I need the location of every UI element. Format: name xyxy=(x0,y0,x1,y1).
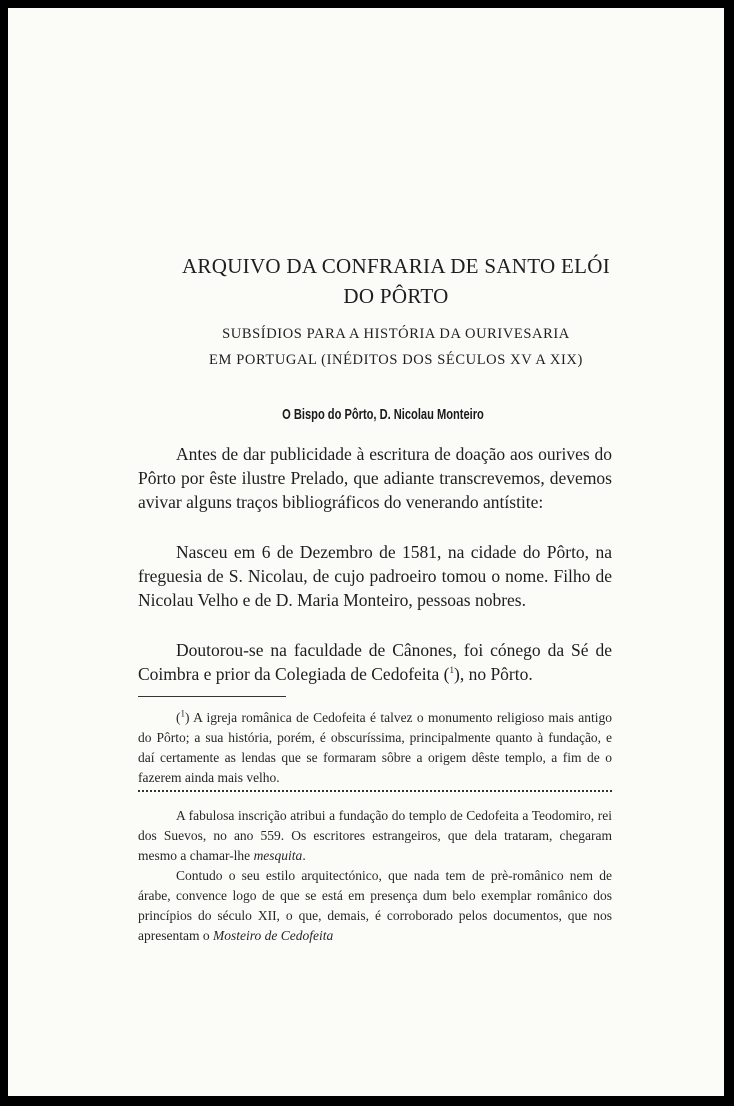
footnote-marker-open: ( xyxy=(176,710,181,725)
dotted-separator xyxy=(138,790,612,796)
footnote-1 xyxy=(138,708,612,788)
footnote-marker: 1 xyxy=(180,708,185,719)
footnote-3-italic: Mosteiro de Cedofeita xyxy=(212,928,334,943)
paragraph-2-text: Nasceu em 6 de Dezembro de 1581, na cidade do Pôrto, na freguesia de S. Nicolau, de cujo padroeiro tomou o nome. Filho de Nicolau Velho e de D. Maria Monteiro, pessoas nobres. xyxy=(138,542,612,610)
paragraph-2 xyxy=(138,540,612,612)
title-line-2: DO PÔRTO xyxy=(343,284,449,308)
paragraph-1-text: Antes de dar publicidade à escritura de doação aos ourives do Pôrto por êste ilustre Prelado, que adiante transcrevemos, devemos avivar alguns traços bibliográficos do venerando antístite: xyxy=(138,444,612,512)
footnote-reference[interactable]: 1 xyxy=(449,665,454,676)
footnote-divider xyxy=(138,696,286,697)
footnote-paragraph-2 xyxy=(138,806,612,866)
footnote-1-text: A igreja românica de Cedofeita é talvez o monumento religioso mais antigo do Pôrto; a sua história, porém, é obscuríssima, principalmente quanto à fundação, e daí certamente as lendas que se formaram sôbre a origem dêste templo, a fim de o fazerem ainda mais velho. xyxy=(138,710,612,785)
footnote-2-end: . xyxy=(302,848,306,863)
paragraph-1 xyxy=(138,442,612,514)
subtitle-line-2: EM PORTUGAL (INÉDITOS DOS SÉCULOS XV A XIX) xyxy=(209,352,583,368)
paragraph-3-text-start: Doutorou-se na faculdade de Cânones, foi cónego da Sé de Coimbra e prior da Colegiada de Cedofeita ( xyxy=(138,640,612,684)
title-line-1: ARQUIVO DA CONFRARIA DE SANTO ELÓI xyxy=(181,254,611,278)
footnote-2-italic: mesquita xyxy=(253,848,303,863)
footnote-paragraph-3 xyxy=(138,866,612,946)
subtitle-line-1: SUBSÍDIOS PARA A HISTÓRIA DA OURIVESARIA xyxy=(222,326,570,342)
footnote-2-text: A fabulosa inscrição atribui a fundação do templo de Cedofeita a Teodomiro, rei dos Suevos, no ano 559. Os escritores estrangeiros, que dela trataram, chegaram mesmo a chamar-lhe xyxy=(138,808,612,863)
footnote-3-text: Contudo o seu estilo arquitectónico, que nada tem de prè-românico nem de árabe, convence logo de que se está em presença dum belo exemplar românico dos princípios do século XII, o que, demais, é corroborado pelos documentos, que nos apresentam o xyxy=(138,868,612,943)
footnote-marker-close: ) xyxy=(185,710,190,725)
paragraph-3 xyxy=(138,638,612,686)
section-heading: O Bispo do Pôrto, D. Nicolau Monteiro xyxy=(282,406,484,423)
page-sheet xyxy=(8,8,724,1096)
paragraph-3-text-end: ), no Pôrto. xyxy=(454,664,533,684)
